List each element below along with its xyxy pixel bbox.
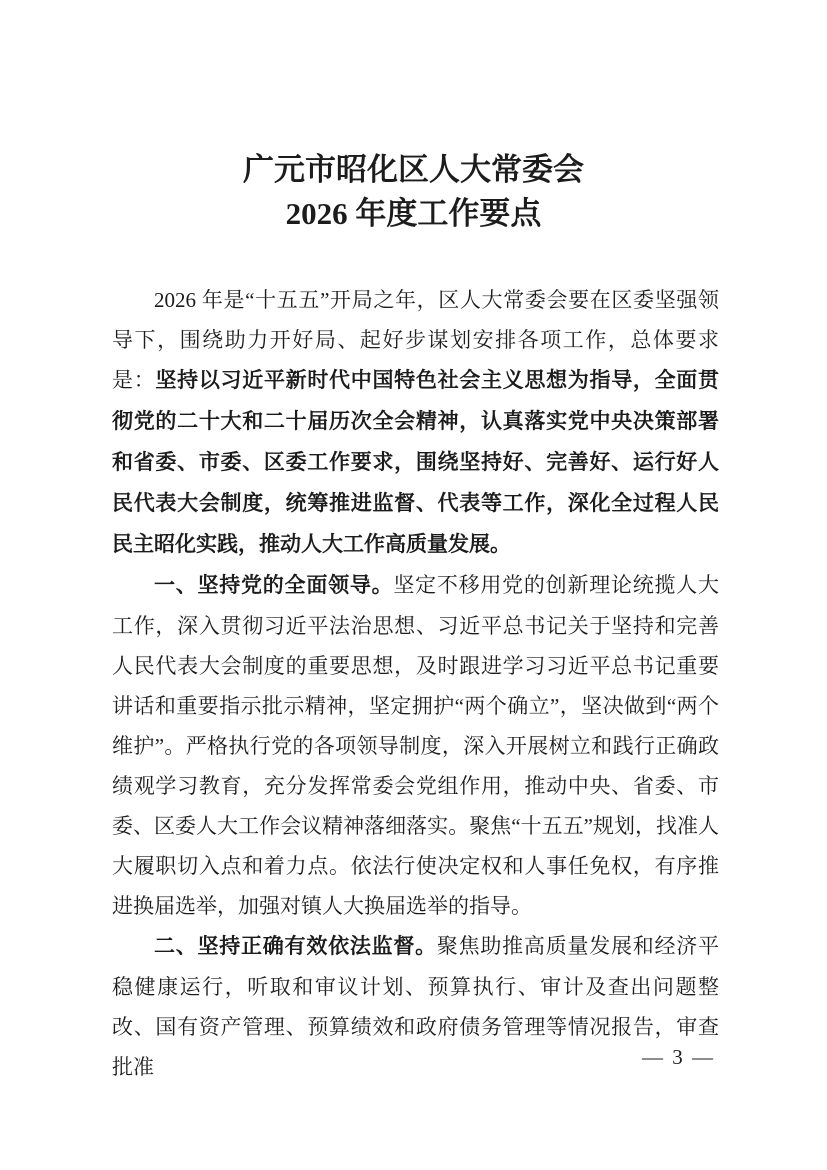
document-title xyxy=(0,0,827,236)
paragraph xyxy=(112,280,719,565)
document-body xyxy=(112,280,719,1087)
page-number: — 3 — xyxy=(642,1045,715,1069)
paragraph-segment: 坚定不移用党的创新理论统揽人大工作，深入贯彻习近平法治思想、习近平总书记关于坚持和完善人民代表大会制度的重要思想，及时跟进学习习近平总书记重要讲话和重要指示批示精神，坚定拥护“两个确立”，坚决做到“两个维护”。严格执行党的各项领导制度，深入开展树立和践行正确政绩观学习教育，充分发挥常委会党组作用，推动中央、省委、市委、区委人大工作会议精神落细落实。聚焦“十五五”规划，找准人大履职切入点和着力点。依法行使决定权和人事任免权，有序推进换届选举，加强对镇人大换届选举的指导。 xyxy=(112,573,719,918)
document-title-line-2: 2026 年度工作要点 xyxy=(285,196,542,231)
paragraph xyxy=(112,565,719,926)
paragraph-segment-bold: 二、坚持正确有效依法监督。 xyxy=(154,935,437,958)
paragraph-segment: 2026 年是“十五五”开局之年，区人大常委会要在区委坚强领导下，围绕助力开好局、起好步谋划安排各项工作，总体要求是： xyxy=(112,288,719,392)
paragraph-segment-bold: 坚持以习近平新时代中国特色社会主义思想为指导，全面贯彻党的二十大和二十届历次全会精神，认真落实党中央决策部署和省委、市委、区委工作要求，围绕坚持好、完善好、运行好人民代表大会制度，统筹推进监督、代表等工作，深化全过程人民民主昭化实践，推动人大工作高质量发展。 xyxy=(112,369,720,556)
document-title-line-1: 广元市昭化区人大常委会 xyxy=(243,152,584,187)
paragraph xyxy=(112,926,719,1087)
paragraph-segment: 聚焦助推高质量发展和经济平稳健康运行，听取和审议计划、预算执行、审计及查出问题整改、国有资产管理、预算绩效和政府债务管理等情况报告，审查批准 xyxy=(112,934,720,1079)
paragraph-segment-bold: 一、坚持党的全面领导。 xyxy=(154,574,394,597)
